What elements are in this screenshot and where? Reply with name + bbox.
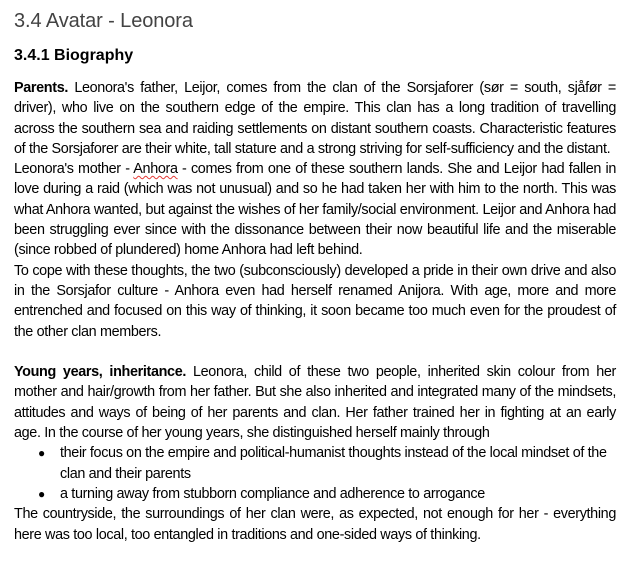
section-heading: 3.4 Avatar - Leonora bbox=[14, 10, 193, 32]
paragraph-young-years bbox=[14, 362, 616, 443]
bullet-dot-icon: ● bbox=[38, 486, 45, 501]
paragraph-parents bbox=[14, 78, 616, 159]
paragraph-text-parents: Leonora's father, Leijor, comes from the clan of the Sorsjaforer (sør = south, sjåfør = driver), who live on the southern edge of the empire. This clan has a long tradition of travelling across the southern sea and raiding settlements on distant southern coasts. Characteristic features of the Sorsjaforer are their white, tall stature and a strong striving for self-sufficiency and the distant. bbox=[14, 80, 616, 157]
paragraph-text-young-years: Leonora, child of these two people, inherited skin colour from her mother and hair/growth from her father. But she also inherited and integrated many of the mindsets, attitudes and ways of being of her parents and clan. Her father trained her in fighting at an early age. In the course of her young years, she distinguished herself mainly through bbox=[14, 364, 616, 442]
paragraph-text-mother-before: Leonora's mother - bbox=[14, 161, 134, 178]
paragraph-mother bbox=[14, 159, 616, 260]
bullet-item bbox=[38, 443, 616, 484]
bullet-dot-icon: ● bbox=[38, 446, 45, 461]
paragraph-lead-parents: Parents. bbox=[14, 80, 68, 96]
paragraph-lead-young-years: Young years, inheritance. bbox=[14, 364, 186, 381]
paragraph-text-mother-after: - comes from one of these southern lands. She and Leijor had fallen in love during a raid (which was not unusual) and so he had taken her with him to the north. This was what Anhora wanted, but against the wishes of her family/social environment. Leijor and Anhora had been struggling ever since with the dissonance between their now beautiful life and the miserable (since robbed of plundered) home Anhora had left behind. bbox=[14, 161, 616, 259]
bullet-item bbox=[38, 484, 616, 504]
bullet-list bbox=[14, 443, 616, 504]
blank-line bbox=[14, 342, 616, 362]
bullet-item-text: a turning away from stubborn compliance and adherence to arrogance bbox=[60, 485, 485, 502]
bullet-item-text: their focus on the empire and political-humanist thoughts instead of the local mindset of the clan and their parents bbox=[60, 445, 607, 482]
misspelled-word-anhora[interactable]: Anhora bbox=[133, 161, 178, 178]
document-body[interactable] bbox=[14, 78, 616, 545]
subsection-heading: 3.4.1 Biography bbox=[14, 47, 134, 64]
paragraph-countryside: The countryside, the surroundings of her clan were, as expected, not enough for her - everything here was too local, too entangled in traditions and one-sided ways of thinking. bbox=[14, 506, 616, 543]
paragraph-cope: To cope with these thoughts, the two (subconsciously) developed a pride in their own drive and also in the Sorsjafor culture - Anhora even had herself renamed Anijora. With age, more and more entrenched and focused on this way of thinking, it soon became too much even for the proudest of the other clan members. bbox=[14, 262, 616, 340]
